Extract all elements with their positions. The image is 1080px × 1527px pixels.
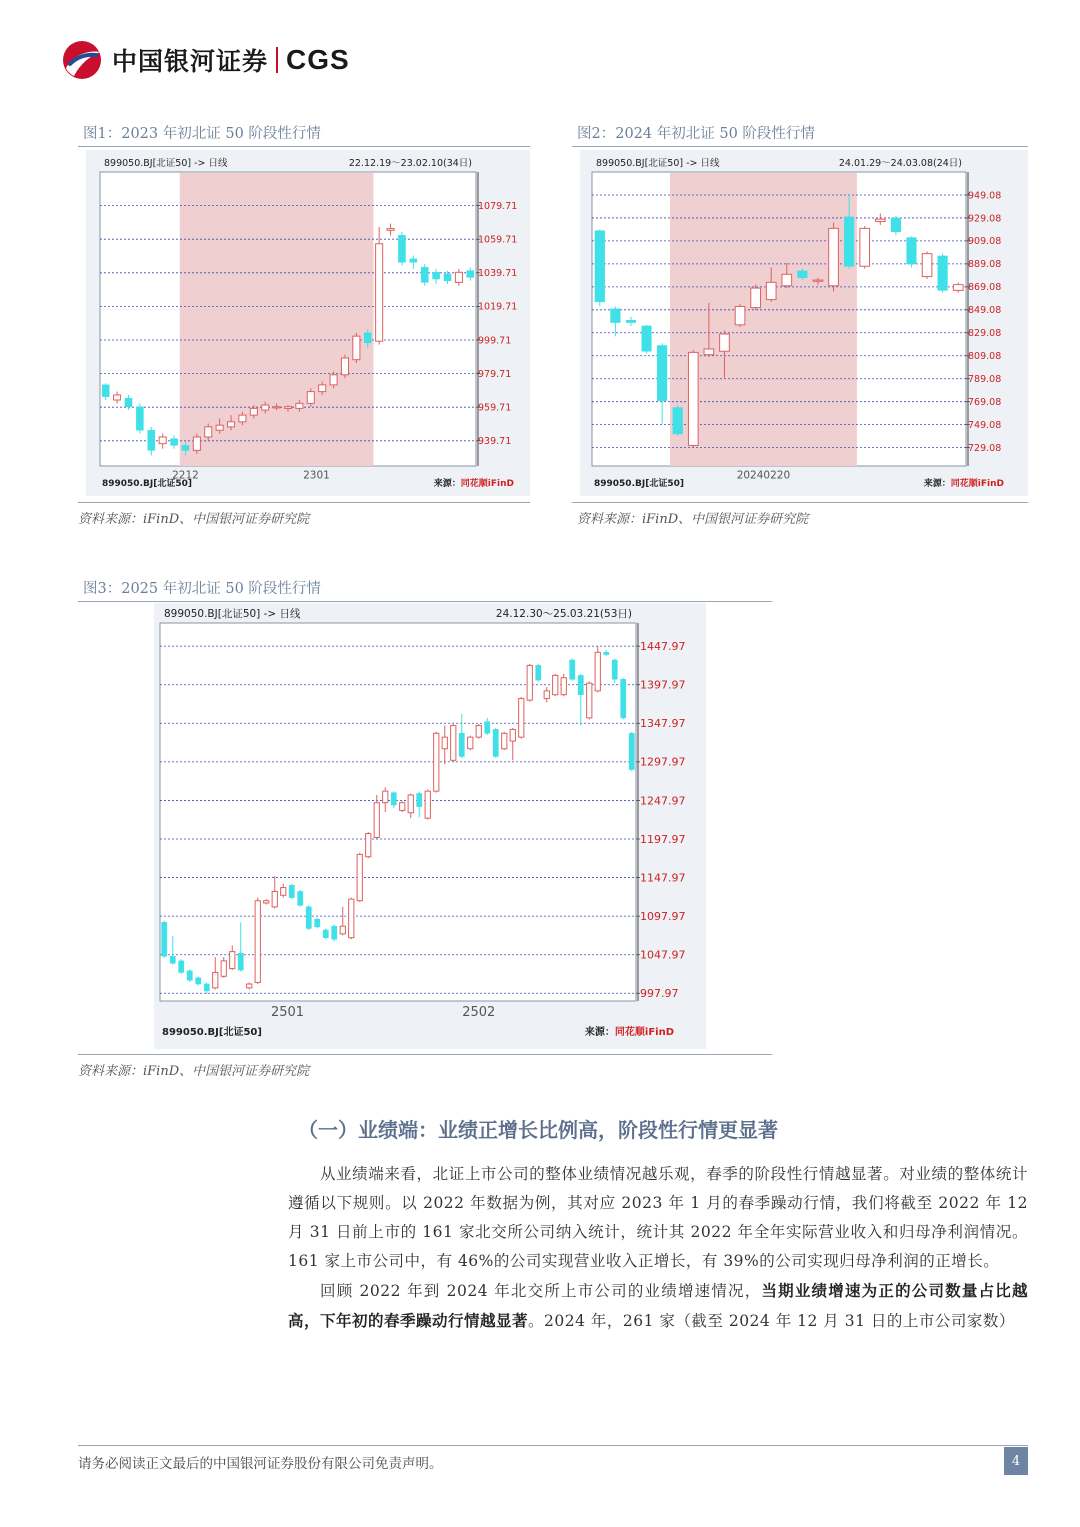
candle-body-up (829, 228, 839, 285)
source-suffix: iFinD (487, 479, 514, 489)
y-tick-label: 1247.97 (640, 794, 686, 808)
candle-body-up (247, 984, 252, 988)
chart-header-left: 899050.BJ[北证50] -> 日线 (596, 158, 720, 169)
brand-name-en: CGS (286, 44, 350, 75)
candle-body-up (527, 665, 532, 700)
candle-body-up (735, 306, 745, 324)
y-tick-label: 1447.97 (640, 639, 686, 653)
section-heading: （一）业绩端：业绩正增长比例高，阶段性行情更显著 (298, 1118, 778, 1142)
candle-body-down (179, 961, 184, 973)
candle-body-up (216, 425, 223, 430)
candle-body-down (611, 309, 621, 323)
candle-body-down (467, 271, 474, 278)
y-tick-label: 1397.97 (640, 678, 686, 692)
y-tick-label: 1147.97 (640, 871, 686, 885)
candle-body-up (374, 803, 379, 838)
chart-header-right: 22.12.19～23.02.10(34日) (348, 158, 472, 169)
footer-disclaimer: 请务必阅读正文最后的中国银河证券股份有限公司免责声明。 (78, 1456, 443, 1472)
chart-footer-source (585, 1025, 674, 1038)
figure-2-top-rule (572, 146, 1028, 147)
candle-body-down (444, 274, 451, 281)
candle-body-up (387, 229, 394, 231)
candle-body-up (296, 403, 303, 408)
candle-body-down (364, 333, 371, 343)
figure-3-source: 资料来源：iFinD、中国银河证券研究院 (78, 1064, 310, 1079)
x-tick-label: 2212 (172, 469, 199, 482)
candle-body-down (410, 259, 417, 262)
candle-body-up (357, 854, 362, 900)
source-suffix: iFinD (977, 479, 1004, 489)
candle-body-up (307, 392, 314, 404)
candle-body-down (604, 652, 609, 654)
figure-2-chart (580, 150, 1028, 496)
candle-body-down (433, 272, 440, 279)
candle-body-up (264, 901, 269, 903)
highlight-band (180, 173, 374, 466)
candle-body-down (125, 398, 132, 406)
candle-body-up (434, 733, 439, 791)
candle-body-up (383, 791, 388, 803)
candle-body-down (238, 953, 243, 970)
y-tick-label: 1019.71 (478, 301, 518, 313)
y-tick-label: 769.08 (968, 397, 1002, 409)
candle-body-up (442, 737, 447, 749)
candle-body-up (205, 427, 212, 437)
figure-3-top-rule (78, 601, 772, 602)
y-tick-label: 889.08 (968, 259, 1002, 271)
candle-body-up (353, 336, 360, 360)
figure-1-chart (86, 150, 530, 496)
y-tick-label: 849.08 (968, 305, 1002, 317)
figure-1-source: 资料来源：iFinD、中国银河证券研究院 (78, 512, 310, 527)
y-tick-label: 749.08 (968, 419, 1002, 431)
candle-body-up (922, 254, 932, 277)
y-tick-label: 939.71 (478, 436, 512, 448)
source-prefix: 来源： (584, 1027, 615, 1038)
y-tick-label: 829.08 (968, 328, 1002, 340)
candle-body-up (230, 952, 235, 969)
candle-body-up (273, 407, 280, 408)
candle-body-down (391, 793, 396, 805)
candle-body-up (553, 675, 558, 694)
candle-body-down (306, 907, 311, 929)
candle-body-down (332, 926, 337, 939)
candle-body-up (213, 972, 218, 987)
figure-1-bottom-rule (78, 502, 530, 503)
candle-body-up (544, 691, 549, 699)
candle-body-up (860, 228, 870, 266)
candle-body-down (315, 919, 320, 927)
x-tick-label: 2301 (303, 469, 330, 482)
candle-body-up (193, 437, 200, 450)
candle-body-up (519, 699, 524, 738)
candle-body-up (239, 415, 246, 422)
candle-body-down (907, 238, 917, 264)
chart-footer-left: 899050.BJ[北证50] (594, 479, 684, 489)
candle-body-down (148, 430, 155, 450)
y-tick-label: 1097.97 (640, 909, 686, 923)
candle-body-down (570, 660, 575, 679)
brand-separator (276, 47, 278, 73)
chart-footer-left: 899050.BJ[北证50] (162, 1027, 262, 1038)
candle-body-up (425, 791, 430, 818)
source-brand: 同花顺 (614, 1027, 645, 1038)
candle-body-down (673, 408, 683, 434)
candle-body-down (938, 256, 948, 290)
y-tick-label: 997.97 (640, 987, 679, 1001)
candle-body-down (298, 891, 303, 905)
candle-body-down (642, 326, 652, 351)
candle-body-down (798, 271, 808, 278)
y-tick-label: 949.08 (968, 190, 1002, 202)
chart-footer-left: 899050.BJ[北证50] (102, 479, 192, 489)
candle-body-up (813, 280, 823, 281)
footer-rule (78, 1445, 1028, 1446)
figure-2-chart-svg (580, 150, 1028, 496)
candle-body-up (341, 358, 348, 375)
candle-body-up (114, 395, 121, 400)
y-tick-label: 1079.71 (478, 200, 518, 212)
candle-body-up (227, 422, 234, 427)
candle-body-up (366, 834, 371, 857)
candle-body-up (349, 899, 354, 938)
paragraph-2-emphasis: 当期业绩增速为正的公司数量占比越高，下年初的春季躁动行情越显著 (288, 1281, 1028, 1330)
candle-body-up (587, 683, 592, 718)
candle-body-down (289, 885, 294, 897)
brand-name-cn: 中国银河证券 (112, 47, 269, 76)
y-tick-label: 999.71 (478, 335, 512, 347)
figure-1-title: 图1：2023 年初北证 50 阶段性行情 (83, 126, 321, 142)
candle-body-down (171, 439, 178, 446)
y-tick-label: 1047.97 (640, 948, 686, 962)
candle-body-up (284, 407, 291, 409)
candle-body-up (595, 652, 600, 691)
candle-body-down (323, 930, 328, 938)
candle-body-up (272, 891, 277, 906)
y-tick-label: 909.08 (968, 236, 1002, 248)
chart-header-left: 899050.BJ[北证50] -> 日线 (164, 608, 301, 620)
candle-body-down (162, 922, 167, 956)
y-tick-label: 929.08 (968, 213, 1002, 225)
source-prefix: 来源： (433, 479, 461, 489)
x-tick-label: 20240220 (736, 469, 791, 482)
candle-body-down (626, 320, 636, 322)
candle-body-down (485, 722, 490, 734)
candle-body-up (221, 961, 226, 976)
candle-body-up (751, 288, 761, 308)
candle-body-down (629, 733, 634, 769)
figure-2-bottom-rule (572, 502, 1028, 503)
figure-2-source: 资料来源：iFinD、中国银河证券研究院 (577, 512, 809, 527)
candle-body-up (766, 282, 776, 299)
chart-header-right: 24.12.30～25.03.21(53日) (495, 608, 632, 620)
y-tick-label: 959.71 (478, 402, 512, 414)
candle-body-up (319, 385, 326, 392)
candle-body-up (451, 726, 456, 761)
candle-body-down (612, 660, 617, 679)
candle-body-down (182, 445, 189, 450)
chart-footer-source (434, 477, 514, 489)
candle-body-up (281, 888, 286, 896)
galaxy-logo-icon (60, 38, 104, 82)
y-tick-label: 1197.97 (640, 832, 686, 846)
figure-1-top-rule (78, 146, 530, 147)
source-suffix: iFinD (644, 1027, 674, 1038)
candle-body-down (196, 978, 201, 984)
candle-body-down (891, 218, 901, 232)
candle-body-down (170, 956, 175, 963)
page-number: 4 (1004, 1447, 1028, 1475)
figure-1-chart-svg (86, 150, 530, 496)
paragraph-2-tail: 。2024 年，261 家（截至 2024 年 12 月 31 日的上市公司家数） (528, 1312, 1015, 1330)
candle-body-down (459, 733, 464, 756)
y-tick-label: 789.08 (968, 374, 1002, 386)
candle-body-down (493, 729, 498, 756)
candle-body-down (621, 679, 626, 718)
y-tick-label: 1059.71 (478, 234, 518, 246)
candle-body-up (561, 678, 566, 695)
candle-body-down (536, 665, 541, 680)
chart-footer-source (924, 477, 1004, 489)
chart-header-right: 24.01.29～24.03.08(24日) (838, 158, 962, 169)
y-tick-label: 979.71 (478, 368, 512, 380)
candle-body-up (400, 803, 405, 811)
candle-body-up (330, 375, 337, 385)
y-tick-label: 1039.71 (478, 268, 518, 280)
candle-body-up (255, 901, 260, 983)
figure-3-chart (154, 603, 706, 1049)
y-tick-label: 729.08 (968, 442, 1002, 454)
candle-body-down (102, 385, 109, 397)
candle-body-up (468, 737, 473, 749)
candle-body-down (204, 984, 209, 991)
body-text (288, 1160, 1028, 1336)
company-logo (60, 38, 350, 82)
figure-3-title: 图3：2025 年初北证 50 阶段性行情 (83, 581, 321, 597)
source-prefix: 来源： (923, 479, 951, 489)
candle-body-down (595, 231, 605, 302)
source-brand: 同花顺 (460, 479, 488, 489)
chart-header-left: 899050.BJ[北证50] -> 日线 (104, 158, 228, 169)
candle-body-up (250, 408, 257, 415)
paragraph-2-lead: 回顾 2022 年到 2024 年北交所上市公司的业绩增速情况， (320, 1282, 762, 1300)
source-brand: 同花顺 (950, 479, 978, 489)
candle-body-up (502, 733, 507, 748)
figure-3-chart-svg (154, 603, 706, 1049)
candle-body-up (159, 437, 166, 444)
y-tick-label: 809.08 (968, 351, 1002, 363)
candle-body-down (398, 235, 405, 262)
x-tick-label: 2502 (462, 1005, 496, 1020)
paragraph-2 (288, 1276, 1028, 1336)
candle-body-up (262, 405, 269, 410)
candle-body-down (844, 217, 854, 266)
x-tick-label: 2501 (270, 1005, 305, 1020)
candle-body-down (657, 346, 667, 401)
candle-body-down (187, 971, 192, 980)
y-tick-label: 1347.97 (640, 717, 686, 731)
y-tick-label: 1297.97 (640, 755, 686, 769)
figure-3-bottom-rule (78, 1054, 772, 1055)
candle-body-up (953, 285, 963, 291)
candle-body-up (720, 334, 730, 351)
candle-body-up (782, 274, 792, 285)
candle-body-down (421, 267, 428, 282)
candle-body-up (704, 349, 714, 355)
figure-2-title: 图2：2024 年初北证 50 阶段性行情 (577, 126, 815, 142)
candle-body-up (408, 795, 413, 813)
candle-body-up (510, 729, 515, 741)
candle-body-up (340, 926, 345, 934)
candle-body-up (875, 219, 885, 221)
candle-body-up (476, 726, 481, 738)
y-tick-label: 869.08 (968, 282, 1002, 294)
candle-body-up (376, 244, 383, 341)
candle-body-down (136, 407, 143, 431)
candle-body-up (688, 352, 698, 445)
candle-body-down (578, 675, 583, 694)
candle-body-up (455, 272, 462, 282)
paragraph-1: 从业绩端来看，北证上市公司的整体业绩情况越乐观，春季的阶段性行情越显著。对业绩的整体统计遵循以下规则。以 2022 年数据为例，其对应 2023 年 1 月的春季躁动行情，我们将截至 2022 年 12 月 31 日前上市的 161 家北交所公司纳入统计，统计其 2022 年全年实际营业收入和归母净利润情况。161 家上市公司中，有 46%的公司实现营业收入正增长，有 39%的公司实现归母净利润的正增长。 (288, 1165, 1028, 1270)
candle-body-down (417, 793, 422, 806)
